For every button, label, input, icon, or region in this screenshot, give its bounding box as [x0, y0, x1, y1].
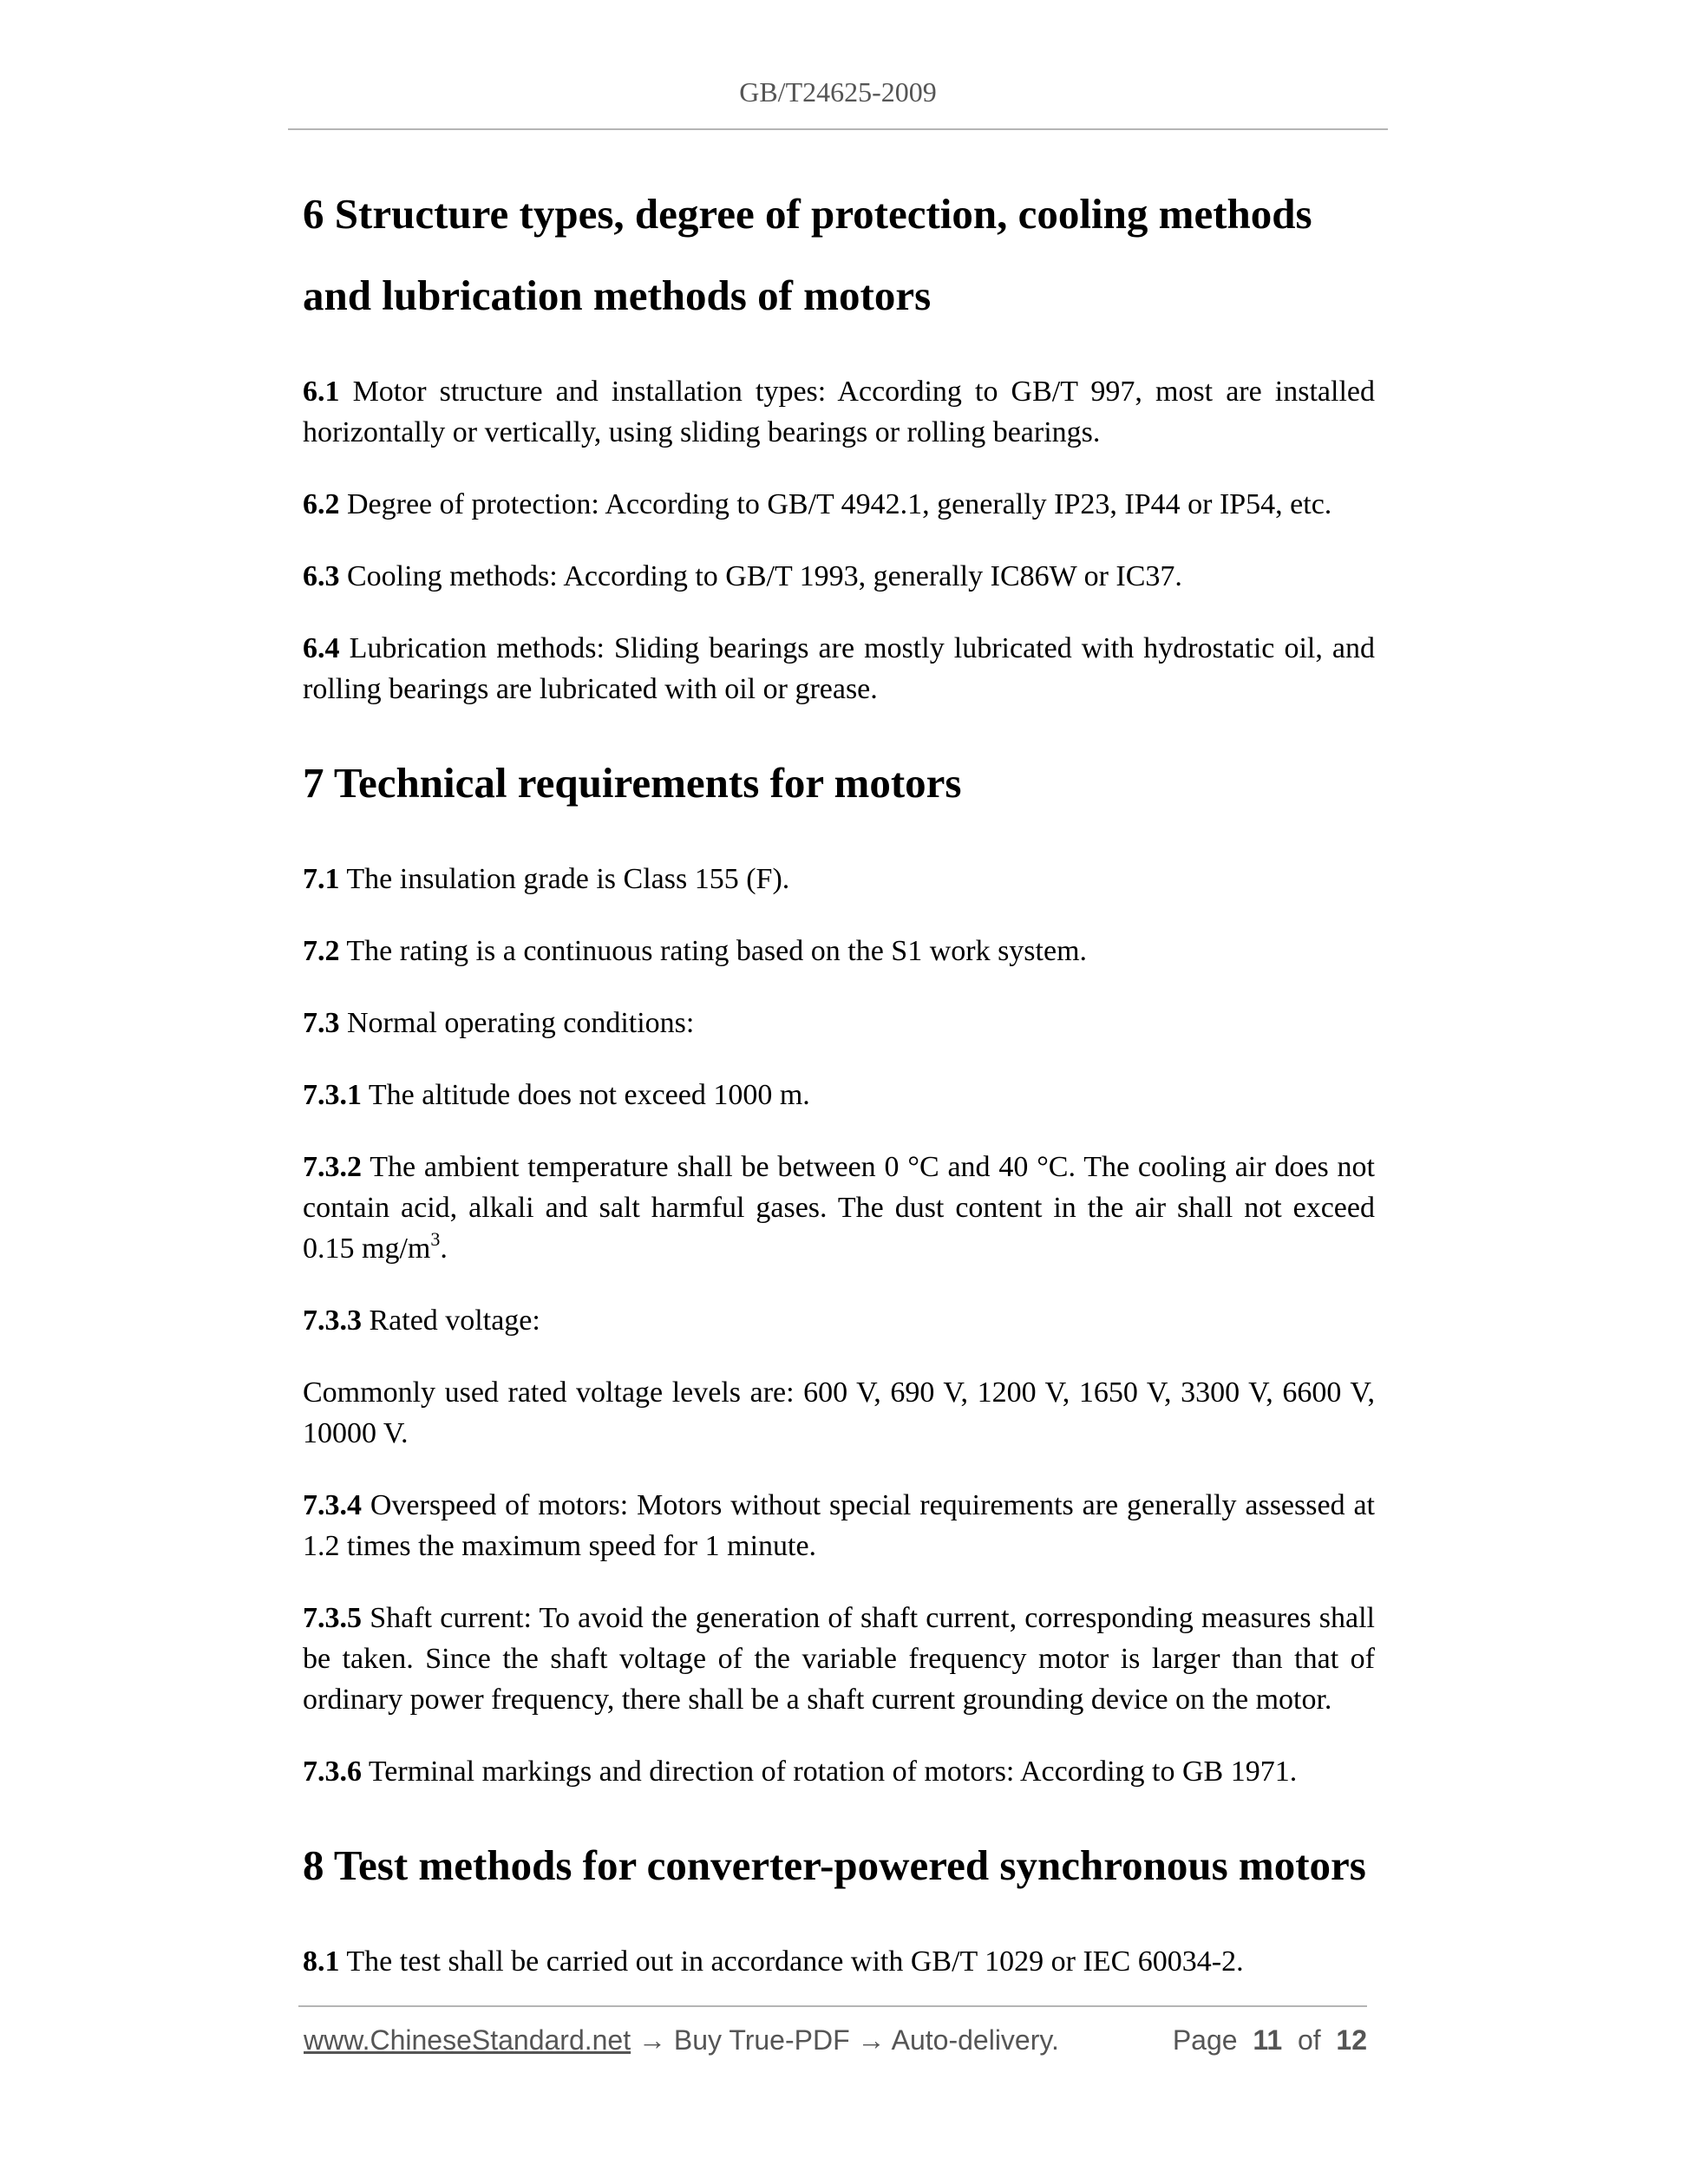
clause-7-3-3: [303, 1300, 1375, 1341]
promo-text: → Buy True-PDF → Auto-delivery.: [631, 2024, 1059, 2056]
clause-8-1: [303, 1941, 1375, 1982]
website-link[interactable]: www.ChineseStandard.net: [304, 2024, 631, 2056]
clause-text: Terminal markings and direction of rotation of motors: According to GB 1971.: [362, 1756, 1298, 1788]
clause-number: 7.1: [303, 863, 340, 895]
document-body: [303, 173, 1375, 1982]
footer-promo: [304, 2024, 1059, 2056]
voltage-levels-paragraph: Commonly used rated voltage levels are: 600 V, 690 V, 1200 V, 1650 V, 3300 V, 6600 V, 10000 V.: [303, 1376, 1375, 1449]
section-7-heading: 7 Technical requirements for motors: [303, 759, 962, 807]
clause-text: Cooling methods: According to GB/T 1993, generally IC86W or IC37.: [339, 560, 1182, 592]
clause-text: Degree of protection: According to GB/T 4942.1, generally IP23, IP44 or IP54, etc.: [339, 488, 1332, 520]
section-8-heading: 8 Test methods for converter-powered synchronous motors: [303, 1841, 1366, 1889]
clause-7-1: [303, 859, 1375, 899]
clause-6-1: [303, 371, 1375, 453]
clause-number: 7.3.2: [303, 1151, 362, 1183]
superscript-exponent: 3: [430, 1228, 441, 1250]
footer-divider: [298, 2005, 1367, 2007]
total-pages-number: 12: [1336, 2024, 1367, 2056]
clause-text-tail: .: [440, 1233, 448, 1265]
clause-text: Lubrication methods: Sliding bearings are mostly lubricated with hydrostatic oil, and rolling bearings are lubricated with oil or grease.: [303, 632, 1375, 705]
clause-number: 7.3.1: [303, 1079, 362, 1111]
clause-6-3: [303, 556, 1375, 597]
document-id-header: GB/T24625-2009: [739, 76, 937, 108]
of-label: of: [1297, 2024, 1321, 2056]
clause-text: Normal operating conditions:: [339, 1007, 695, 1039]
clause-number: 8.1: [303, 1945, 340, 1978]
clause-7-3: [303, 1003, 1375, 1043]
clause-7-3-4: [303, 1485, 1375, 1566]
clause-text: The ambient temperature shall be between 0 °C and 40 °C. The cooling air does not contain acid, alkali and salt harmful gases. The dust content in the air shall not exceed 0.15 mg/m: [303, 1151, 1375, 1265]
clause-7-3-2: [303, 1147, 1375, 1269]
page-label: Page: [1172, 2024, 1238, 2056]
clause-text: The insulation grade is Class 155 (F).: [339, 863, 790, 895]
header-divider: [288, 128, 1388, 130]
clause-text: Shaft current: To avoid the generation of shaft current, corresponding measures shall be taken. Since the shaft voltage of the variable frequency motor is larger than that of ordinary power frequency, there shall be a shaft current grounding device on the motor.: [303, 1602, 1375, 1716]
clause-text: Overspeed of motors: Motors without special requirements are generally assessed at 1.2 times the maximum speed for 1 minute.: [303, 1489, 1375, 1562]
clause-7-3-1: [303, 1075, 1375, 1115]
clause-text: The rating is a continuous rating based on the S1 work system.: [339, 935, 1088, 967]
clause-number: 6.3: [303, 560, 340, 592]
clause-number: 7.3.4: [303, 1489, 362, 1521]
clause-number: 7.3.3: [303, 1305, 362, 1337]
clause-number: 6.4: [303, 632, 340, 664]
section-6-heading: 6 Structure types, degree of protection, cooling methods and lubrication methods of motors: [303, 190, 1312, 319]
clause-number: 7.3.6: [303, 1756, 362, 1788]
current-page-number: 11: [1253, 2024, 1283, 2056]
clause-number: 7.2: [303, 935, 340, 967]
clause-number: 6.1: [303, 376, 340, 408]
clause-text: Motor structure and installation types: According to GB/T 997, most are installed horizontally or vertically, using sliding bearings or rolling bearings.: [303, 376, 1375, 448]
clause-text: The altitude does not exceed 1000 m.: [362, 1079, 810, 1111]
clause-7-2: [303, 931, 1375, 971]
clause-6-4: [303, 628, 1375, 709]
clause-text: The test shall be carried out in accordance with GB/T 1029 or IEC 60034-2.: [339, 1945, 1244, 1978]
clause-number: 7.3.5: [303, 1602, 362, 1634]
clause-number: 7.3: [303, 1007, 340, 1039]
clause-number: 6.2: [303, 488, 340, 520]
clause-7-3-5: [303, 1598, 1375, 1720]
clause-6-2: [303, 484, 1375, 525]
page-indicator: [1173, 2024, 1367, 2056]
clause-7-3-6: [303, 1751, 1375, 1792]
clause-text: Rated voltage:: [362, 1305, 540, 1337]
